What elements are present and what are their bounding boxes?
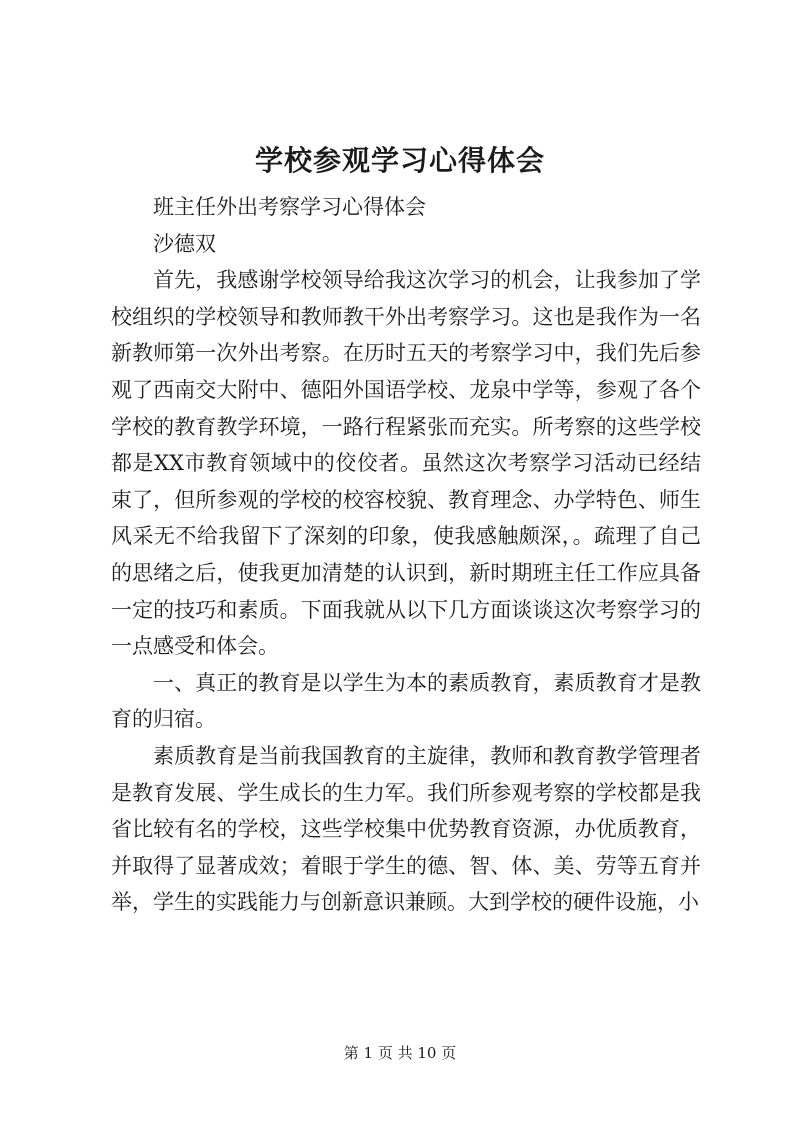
page-footer: 第 1 页 共 10 页 <box>343 1044 457 1062</box>
author-paragraph: 沙德双 <box>153 231 216 256</box>
subtitle-paragraph: 班主任外出考察学习心得体会 <box>153 195 426 219</box>
body-paragraph: 素质教育是当前我国教育的主旋律，教师和教育教学管理者是教育发展、学生成长的生力军。我们所参观考察的学校都是我省比较有名的学校，这些学校集中优势教育资源，办优质教育，并取得了显著成效；着眼于学生的德、智、体、美、劳等五育并举，学生的实践能力与创新意识兼顾。大到学校的硬件设施，小 <box>111 743 701 915</box>
document-body <box>111 189 701 921</box>
body-paragraph: 首先，我感谢学校领导给我这次学习的机会，让我参加了学校组织的学校领导和教师教干外出考察学习。这也是我作为一名新教师第一次外出考察。在历时五天的考察学习中，我们先后参观了西南交大附中、德阳外国语学校、龙泉中学等，参观了各个学校的教育教学环境，一路行程紧张而充实。所考察的这些学校都是XX市教育领域中的佼佼者。虽然这次考察学习活动已经结束了，但所参观的学校的校容校貌、教育理念、办学特色、师生风采无不给我留下了深刻的印象，使我感触颇深，。疏理了自己的思绪之后，使我更加清楚的认识到，新时期班主任工作应具备一定的技巧和素质。下面我就从以下几方面谈谈这次考察学习的一点感受和体会。 <box>111 268 701 659</box>
document-title: 学校参观学习心得体会 <box>254 144 545 177</box>
section-heading-paragraph: 一、真正的教育是以学生为本的素质教育，素质教育才是教育的归宿。 <box>111 670 701 732</box>
